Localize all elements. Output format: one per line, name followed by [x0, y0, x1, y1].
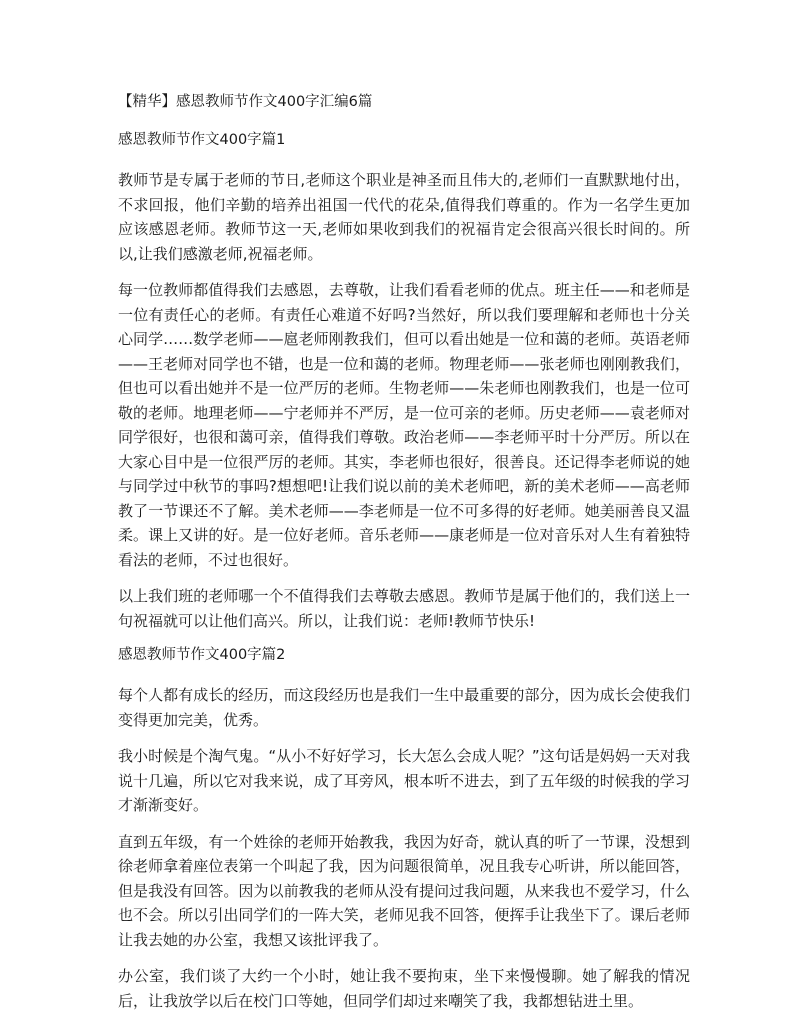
section-heading: 感恩教师节作文400字篇1	[118, 132, 286, 148]
document-page	[118, 92, 690, 1025]
essay-section-1	[118, 130, 690, 633]
paragraph: 直到五年级，有一个姓徐的老师开始教我，我因为好奇，就认真的听了一节课，没想到徐老师拿着座位表第一个叫起了我，因为问题很简单，况且我专心听讲，所以能回答，但是我没有回答。因为以前教我的老师从没有提问过我问题，从来我也不爱学习，什么也不会。所以引出同学们的一阵大笑，老师见我不回答，便挥手让我坐下了。课后老师让我去她的办公室，我想又该批评我了。	[118, 832, 690, 949]
paragraph: 办公室，我们谈了大约一个小时，她让我不要拘束，坐下来慢慢聊。她了解我的情况后，让我放学以后在校门口等她，但同学们却过来嘲笑了我，我都想钻进土里。	[118, 967, 690, 1010]
paragraph: 我小时候是个淘气鬼。“从小不好好学习，长大怎么会成人呢？”这句话是妈妈一天对我说十几遍，所以它对我来说，成了耳旁风，根本听不进去，到了五年级的时候我的学习才渐渐变好。	[118, 747, 690, 814]
paragraph: 教师节是专属于老师的节日,老师这个职业是神圣而且伟大的,老师们一直默默地付出，不求回报，他们辛勤的培养出祖国一代代的花朵,值得我们尊重的。作为一名学生更加应该感恩老师。教师节这一天,老师如果收到我们的祝福肯定会很高兴很长时间的。所以,让我们感激老师,祝福老师。	[118, 171, 690, 263]
document-title: 【精华】感恩教师节作文400字汇编6篇	[118, 94, 373, 110]
section-heading: 感恩教师节作文400字篇2	[118, 647, 286, 663]
paragraph: 每个人都有成长的经历，而这段经历也是我们一生中最重要的部分，因为成长会使我们变得更加完美，优秀。	[118, 686, 690, 729]
essay-section-2	[118, 645, 690, 1013]
paragraph: 每一位教师都值得我们去感恩，去尊敬，让我们看看老师的优点。班主任——和老师是一位有责任心的老师。有责任心难道不好吗?当然好，所以我们要理解和老师也十分关心同学……数学老师——扈老师刚教我们，但可以看出她是一位和蔼的老师。英语老师——王老师对同学也不错，也是一位和蔼的老师。物理老师——张老师也刚刚教我们，但也可以看出她并不是一位严厉的老师。生物老师——朱老师也刚教我们，也是一位可敬的老师。地理老师——宁老师并不严厉，是一位可亲的老师。历史老师——袁老师对同学很好，也很和蔼可亲，值得我们尊敬。政治老师——李老师平时十分严厉。所以在大家心目中是一位很严厉的老师。其实，李老师也很好，很善良。还记得李老师说的她与同学过中秋节的事吗?想想吧!让我们说以前的美术老师吧，新的美术老师——高老师教了一节课还不了解。美术老师——李老师是一位不可多得的好老师。她美丽善良又温柔。课上又讲的好。是一位好老师。音乐老师——康老师是一位对音乐对人生有着独特看法的老师，不过也很好。	[118, 281, 690, 569]
paragraph: 以上我们班的老师哪一个不值得我们去尊敬去感恩。教师节是属于他们的，我们送上一句祝福就可以让他们高兴。所以，让我们说：老师!教师节快乐!	[118, 587, 690, 630]
